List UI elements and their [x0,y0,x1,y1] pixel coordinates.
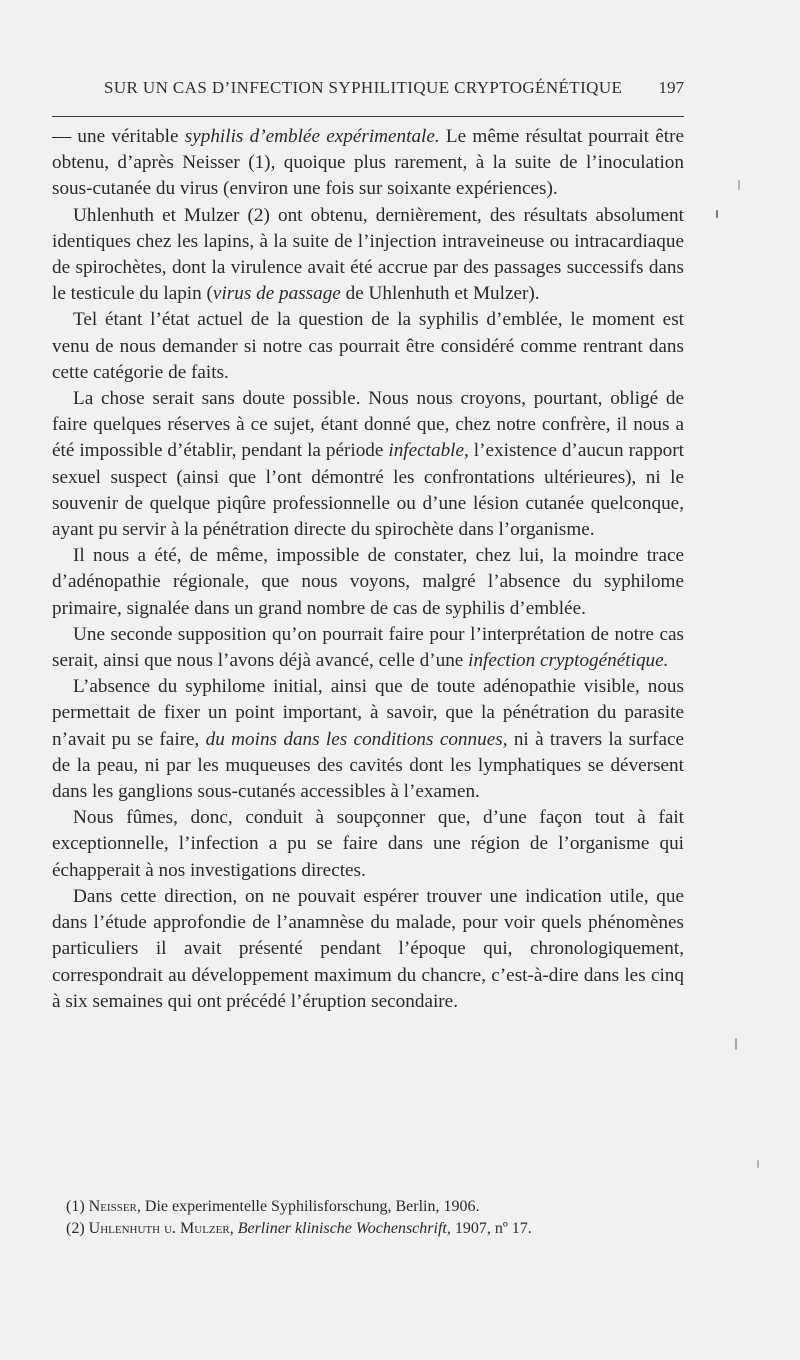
text-segment: ni à travers la surface de la peau, ni par les muqueuses des cavités dont les lymphatiques se déversent dans les ganglions sous-cutanés accessibles à l’examen. [52,728,684,803]
paragraph [52,543,684,622]
footnote-1 [66,1196,686,1218]
italic-text: syphilis d’emblée expérimentale. [184,126,440,147]
footnote-author: Neisser, [88,1198,141,1215]
body-text [52,124,684,1015]
text-segment: Une seconde supposition qu’on pourrait faire pour l’interprétation de notre cas serait, ainsi que nous l’avons déjà avancé, celle d’une [52,623,684,672]
text-segment: La chose serait sans doute possible. Nous nous croyons, pourtant, obligé de faire quelques réserves à ce sujet, étant donné que, chez notre confrère, il nous a été impossible d’établir, pendant la période [52,388,684,462]
italic-text: du moins dans les conditions connues, [205,728,508,750]
footnote-text: Die experimentelle Syphilisforschung, Berlin, 1906. [140,1198,480,1215]
footnote-tail: 1907, nº 17. [450,1220,532,1237]
footnote-journal: Berliner klinische Wochenschrift, [237,1220,451,1237]
text-segment: Dans cette direction, on ne pouvait espérer trouver une indication utile, que dans l’étude approfondie de l’anamnèse du malade, pour voir quels phénomènes particuliers il avait présenté pendant l’époque qui, chronologiquement, correspondrait au développement maximum du chancre, c’est-à-dire dans les cinq à six semaines qui ont précédé l’éruption secondaire. [52,885,684,1012]
text-segment: Nous fûmes, donc, conduit à soupçonner que, d’une façon tout à fait exceptionnelle, l’infection a pu se faire dans une région de l’organisme qui échapperait à nos investigations directes. [52,807,684,881]
scan-speck [738,180,740,190]
paragraph [52,203,684,308]
text-segment: L’absence du syphilome initial, ainsi que de toute adénopathie visible, nous permettait de fixer un point important, à savoir, que la pénétration du parasite n’avait pu se faire, [52,676,684,750]
scan-speck [757,1160,759,1168]
text-segment: Tel étant l’état actuel de la question de la syphilis d’emblée, le moment est venu de nous demander si notre cas pourrait être considéré comme rentrant dans cette catégorie de faits. [52,309,684,383]
text-segment: de Uhlenhuth et Mulzer). [340,283,540,305]
text-segment: Le même résultat pourrait être obtenu, d’après Neisser (1), quoique plus rarement, à la suite de l’inoculation sous-cutanée du virus (environ une fois sur soixante expériences). [52,126,685,200]
scan-speck [735,1038,737,1050]
paragraph [52,884,684,1015]
running-head-title: SUR UN CAS D’INFECTION SYPHILITIQUE CRYPTOGÉNÉTIQUE [104,78,623,97]
italic-text: virus de passage [212,283,341,305]
paragraph [52,805,684,884]
italic-text: infectable, [388,440,469,462]
footnotes [66,1196,686,1240]
italic-text: infection cryptogénétique. [468,650,669,672]
paragraph [52,674,684,805]
page-number: 197 [658,78,684,97]
text-segment: Uhlenhuth et Mulzer (2) ont obtenu, dernièrement, des résultats absolument identiques chez les lapins, à la suite de l’injection intraveineuse ou intracardiaque de spirochètes, dont la virulence avait été accrue par des passages successifs dans le testicule du lapin ( [52,204,684,305]
text-segment: — une véritable [52,126,185,147]
footnote-2 [66,1218,686,1240]
paragraph [52,307,684,386]
paragraph [52,622,684,674]
header-rule [52,116,684,117]
paragraph [52,124,684,203]
text-segment: Il nous a été, de même, impossible de constater, chez lui, la moindre trace d’adénopathie régionale, que nous voyons, malgré l’absence du syphilome primaire, signalée dans un grand nombre de cas de syphilis d’emblée. [52,545,684,619]
footnote-marker: (1) [66,1198,85,1215]
text-segment: l’existence d’aucun rapport sexuel suspect (ainsi que l’ont démontré les confrontations ultérieures), ni le souvenir de quelque piqûre professionnelle ou d’une lésion cutanée quelconque, ayant pu servir à la pénétration directe du spirochète dans l’organisme. [52,440,684,541]
paragraph [52,386,684,543]
running-head [52,78,684,104]
footnote-author: Uhlenhuth u. Mulzer, [88,1220,234,1237]
footnote-marker: (2) [66,1220,85,1237]
scan-speck [716,210,718,218]
